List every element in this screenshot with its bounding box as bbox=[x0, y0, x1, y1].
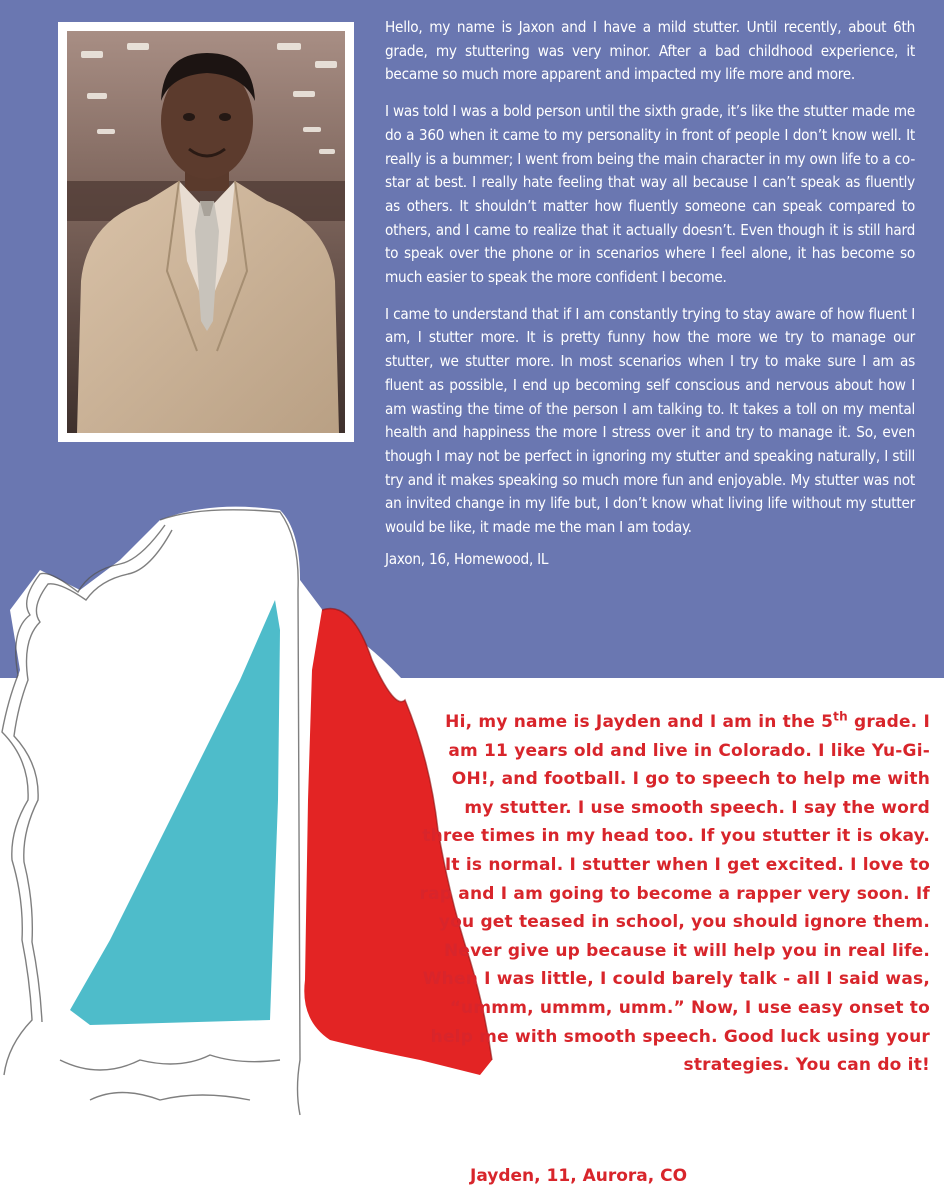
jayden-paragraph bbox=[418, 708, 930, 1080]
jayden-story bbox=[418, 708, 930, 1080]
ordinal-suffix: th bbox=[833, 709, 848, 724]
jayden-signature: Jayden, 11, Aurora, CO bbox=[470, 1166, 688, 1186]
jaxon-paragraph: I came to understand that if I am constantly trying to stay aware of how fluent I am, I stutter more. It is pretty funny how the more we try to manage our stutter, we stutter more. In most scenarios when I try to make sure I am as fluent as possible, I end up becoming self conscious and nervous about how I am wasting the time of the person I am talking to. It takes a toll on my mental health and happiness the more I stress over it and try to manage it. So, even though I may not be perfect in ignoring my stutter and speaking naturally, I still try and it makes speaking so much more fun and enjoyable. My stutter was not an invited change in my life but, I don’t know what living life without my stutter would be like, it made me the man I am today. bbox=[385, 304, 915, 537]
jaxon-paragraph: Hello, my name is Jaxon and I have a mild stutter. Until recently, about 6th grade, my stuttering was very minor. After a bad childhood experience, it became so much more apparent and impacted my life more and more. bbox=[385, 18, 915, 84]
jaxon-portrait-photo bbox=[67, 31, 345, 433]
jayden-text-part: Hi, my name is Jayden and I am in the 5 bbox=[445, 712, 834, 732]
jaxon-photo-frame bbox=[58, 22, 354, 442]
jaxon-signature: Jaxon, 16, Homewood, IL bbox=[385, 549, 549, 568]
jaxon-paragraph: I was told I was a bold person until the sixth grade, it’s like the stutter made me do a 360 when it came to my personality in front of people I don’t know well. It really is a bummer; I went from being the main character in my own life to a co-star at best. I really hate feeling that way all because I can’t speak as fluently as others. It shouldn’t matter how fluently someone can speak compared to others, and I came to realize that it actually doesn’t. Even though it is still hard to speak over the phone or in scenarios where I feel alone, it has become so much easier to speak the more confident I become. bbox=[385, 102, 915, 287]
jayden-text-part: grade. I am 11 years old and live in Colorado. I like Yu-Gi-OH!, and football. I go to speech to help me with my stutter. I use smooth speech. I say the word three times in my head too. If you stutter it is okay. It is normal. I stutter when I get excited. I love to rap and I am going to become a rapper very soon. If you get teased in school, you should ignore them. Never give up because it will help you in real life. When I was little, I could barely talk - all I said was, “ummm, ummm, umm.” Now, I use easy onset to help me with smooth speech. Good luck using your strategies. You can do it! bbox=[419, 712, 930, 1076]
